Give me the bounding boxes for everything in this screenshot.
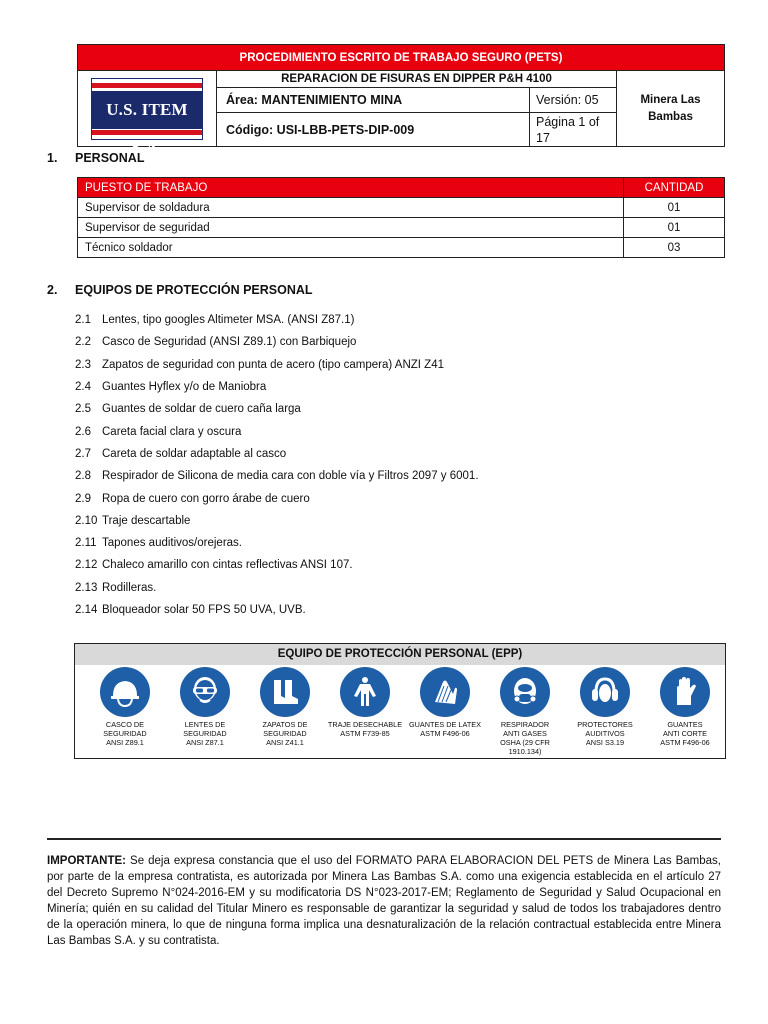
- goggles-icon: [180, 667, 230, 717]
- list-item-number: 2.7: [75, 447, 91, 460]
- company-name: Minera Las Bambas: [640, 93, 701, 123]
- personal-table: [77, 177, 725, 258]
- table-header-row: [78, 178, 725, 198]
- role-cell: Supervisor de seguridad: [78, 218, 624, 238]
- role-cell: Supervisor de soldadura: [78, 198, 624, 218]
- epp-item-respirator: [485, 667, 565, 756]
- epp-panel-title: EQUIPO DE PROTECCIÓN PERSONAL (EPP): [75, 644, 725, 665]
- list-item: [75, 354, 479, 376]
- list-item-text: Traje descartable: [102, 514, 191, 527]
- epp-item-latex-gloves: [405, 667, 485, 756]
- epp-caption: ZAPATOS DE SEGURIDAD ANSI Z41.1: [262, 720, 308, 747]
- header-bar-title: PROCEDIMIENTO ESCRITO DE TRABAJO SEGURO (PETS): [78, 45, 724, 71]
- list-item-number: 2.2: [75, 336, 91, 349]
- list-item-number: 2.14: [75, 604, 98, 616]
- list-item-number: 2.4: [75, 381, 91, 394]
- list-item-number: 2.13: [75, 581, 98, 594]
- list-item: [75, 599, 479, 621]
- epp-icons-panel: [74, 643, 726, 759]
- code-label: Código: USI-LBB-PETS-DIP-009: [226, 122, 415, 137]
- table-row: [78, 238, 725, 258]
- list-item-text: Guantes de soldar de cuero caña larga: [102, 403, 301, 416]
- epp-item-boots: [245, 667, 325, 756]
- page-label: Página 1 of 17: [529, 113, 616, 146]
- list-item-number: 2.11: [75, 537, 97, 550]
- boots-icon: [260, 667, 310, 717]
- list-item: [75, 577, 479, 599]
- list-item: [75, 309, 479, 331]
- column-header-quantity: CANTIDAD: [624, 178, 725, 198]
- company-logo: [91, 78, 203, 157]
- list-item: [75, 532, 479, 554]
- list-item-number: 2.12: [75, 559, 98, 572]
- list-item: [75, 554, 479, 576]
- document-title: REPARACION DE FISURAS EN DIPPER P&H 4100: [217, 71, 616, 88]
- important-note: [47, 853, 721, 949]
- respirator-icon: [500, 667, 550, 717]
- epp-item-coverall: [325, 667, 405, 756]
- list-item-number: 2.9: [75, 492, 91, 505]
- list-item-text: Ropa de cuero con gorro árabe de cuero: [102, 492, 310, 505]
- epp-list: [75, 309, 479, 621]
- section-number: 2.: [47, 283, 58, 297]
- latex-gloves-icon: [420, 667, 470, 717]
- document-header: [77, 44, 725, 157]
- list-item-number: 2.3: [75, 358, 91, 371]
- list-item-text: Lentes, tipo googles Altimeter MSA. (ANSI Z87.1): [102, 314, 355, 327]
- epp-item-helmet: [85, 667, 165, 756]
- section-number: 1.: [47, 151, 58, 165]
- list-item-number: 2.5: [75, 403, 91, 416]
- list-item-number: 2.8: [75, 470, 91, 483]
- epp-item-cut-gloves: [645, 667, 725, 756]
- list-item: [75, 487, 479, 509]
- important-label: IMPORTANTE:: [47, 855, 127, 867]
- role-cell: Técnico soldador: [78, 238, 624, 258]
- list-item: [75, 376, 479, 398]
- epp-caption: GUANTES DE LATEX ASTM F496-06: [408, 720, 482, 738]
- area-label: Área: MANTENIMIENTO MINA: [226, 93, 403, 107]
- list-item-text: Zapatos de seguridad con punta de acero (tipo campera) ANZI Z41: [102, 358, 445, 371]
- important-text: Se deja expresa constancia que el uso del FORMATO PARA ELABORACION DEL PETS de Minera Las Bambas, por parte de la empresa contratista, es autorizada por Minera Las Bambas S.A. como una exigencia establecida en el artículo 27 del Decreto Supremo N°024-2016-EM y su modificatoria DS N°023-2017-EM; Reglamento de Seguridad y Salud Ocupacional en Minería; quién en su calidad del Titular Minero es responsable de garantizar la seguridad y salud de todos los trabajadores dentro de la operación minera, lo que de ninguna forma implica una desnaturalización de la relación contractual establecida entre Minera Las Bambas S.A. y su contratista.: [47, 855, 721, 947]
- epp-item-ear-protector: [565, 667, 645, 756]
- list-item-text: Casco de Seguridad (ANSI Z89.1) con Barbiquejo: [102, 336, 357, 349]
- list-item-text: Chaleco amarillo con cintas reflectivas ANSI 107.: [102, 559, 353, 572]
- version-label: Versión: 05: [529, 88, 616, 112]
- list-item: [75, 443, 479, 465]
- logo-text: U.S. ITEM S.A.: [92, 91, 202, 129]
- epp-caption: LENTES DE SEGURIDAD ANSI Z87.1: [183, 720, 227, 747]
- helmet-icon: [100, 667, 150, 717]
- logo-cell: [78, 71, 217, 157]
- list-item-text: Bloqueador solar 50 FPS 50 UVA, UVB.: [102, 604, 306, 616]
- list-item-text: Tapones auditivos/orejeras.: [102, 537, 242, 550]
- list-item: [75, 420, 479, 442]
- table-row: [78, 198, 725, 218]
- epp-caption: TRAJE DESECHABLE ASTM F739-85: [327, 720, 403, 738]
- quantity-cell: 01: [624, 198, 725, 218]
- divider: [47, 838, 721, 840]
- list-item-text: Guantes Hyflex y/o de Maniobra: [102, 381, 267, 394]
- cut-gloves-icon: [660, 667, 710, 717]
- list-item-text: Careta de soldar adaptable al casco: [102, 447, 287, 460]
- epp-item-goggles: [165, 667, 245, 756]
- list-item: [75, 398, 479, 420]
- list-item-text: Rodilleras.: [102, 581, 157, 594]
- epp-caption: PROTECTORES AUDITIVOS ANSI S3.19: [577, 720, 633, 747]
- section-title: PERSONAL: [75, 151, 145, 165]
- section-heading-personal: [47, 151, 144, 165]
- epp-caption: RESPIRADOR ANTI GASES OSHA (29 CFR 1910.134): [500, 720, 550, 756]
- list-item-number: 2.1: [75, 314, 91, 327]
- epp-caption: CASCO DE SEGURIDAD ANSI Z89.1: [103, 720, 147, 747]
- column-header-role: PUESTO DE TRABAJO: [78, 178, 624, 198]
- list-item-number: 2.6: [75, 425, 91, 438]
- epp-caption: GUANTES ANTI CORTE ASTM F496-06: [660, 720, 710, 747]
- coverall-icon: [340, 667, 390, 717]
- list-item-text: Careta facial clara y oscura: [102, 425, 242, 438]
- list-item-number: 2.10: [75, 514, 98, 527]
- section-title: EQUIPOS DE PROTECCIÓN PERSONAL: [75, 283, 313, 297]
- list-item: [75, 465, 479, 487]
- quantity-cell: 01: [624, 218, 725, 238]
- list-item: [75, 331, 479, 353]
- quantity-cell: 03: [624, 238, 725, 258]
- table-row: [78, 218, 725, 238]
- ear-protector-icon: [580, 667, 630, 717]
- list-item: [75, 510, 479, 532]
- list-item-text: Respirador de Silicona de media cara con doble vía y Filtros 2097 y 6001.: [102, 470, 479, 483]
- section-heading-epp: [47, 283, 313, 297]
